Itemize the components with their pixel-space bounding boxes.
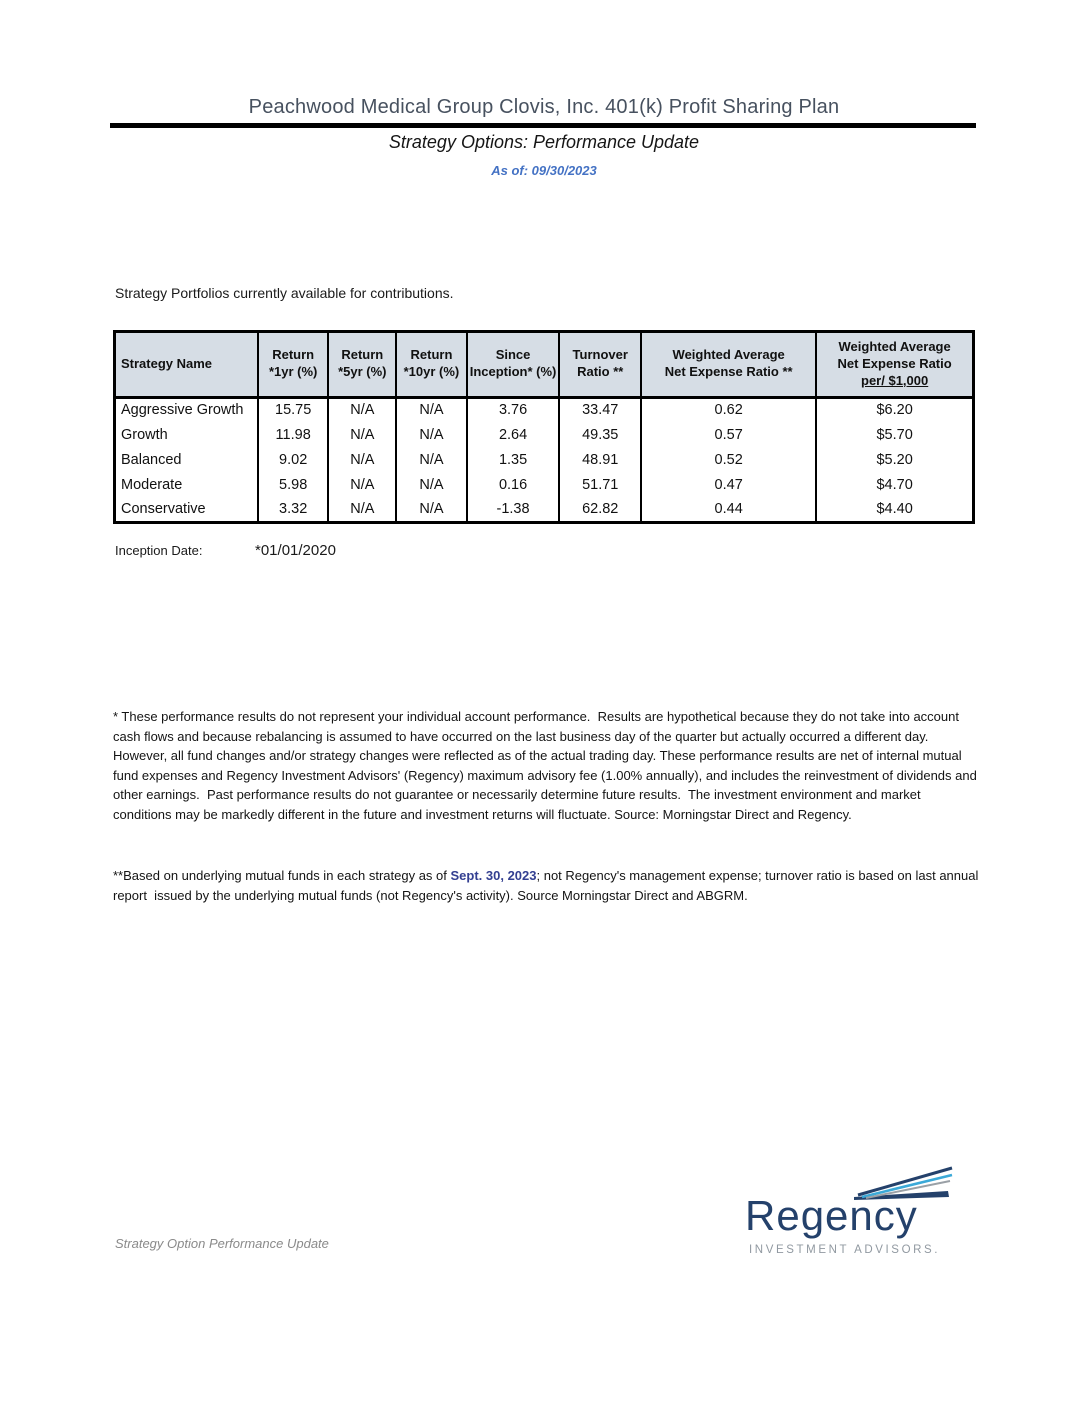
table-row [115, 497, 974, 522]
value-cell: 0.57 [641, 422, 816, 447]
value-cell: N/A [396, 422, 466, 447]
strategy-name-cell: Balanced [115, 447, 258, 472]
value-cell: 9.02 [258, 447, 328, 472]
value-cell: N/A [328, 497, 396, 522]
strategy-name-cell: Growth [115, 422, 258, 447]
value-cell: -1.38 [467, 497, 560, 522]
table-row [115, 472, 974, 497]
column-header: Weighted Average Net Expense Ratio per/ $1,000 [816, 332, 973, 398]
regency-logo [740, 1160, 970, 1260]
value-cell: 11.98 [258, 422, 328, 447]
value-cell: $6.20 [816, 397, 973, 422]
strategy-name-cell: Conservative [115, 497, 258, 522]
footnote-expense-disclaimer [113, 866, 982, 905]
column-header: Strategy Name [115, 332, 258, 398]
value-cell: 33.47 [559, 397, 641, 422]
column-header: Return *5yr (%) [328, 332, 396, 398]
footnote-2-date: Sept. 30, 2023 [450, 868, 537, 883]
value-cell: N/A [328, 472, 396, 497]
strategy-name-cell: Moderate [115, 472, 258, 497]
column-header: Since Inception* (%) [467, 332, 560, 398]
value-cell: 3.76 [467, 397, 560, 422]
table-row [115, 422, 974, 447]
intro-text: Strategy Portfolios currently available for contributions. [115, 285, 454, 301]
value-cell: N/A [328, 447, 396, 472]
value-cell: N/A [396, 447, 466, 472]
column-header: Turnover Ratio ** [559, 332, 641, 398]
value-cell: 49.35 [559, 422, 641, 447]
footer-document-name: Strategy Option Performance Update [115, 1236, 329, 1251]
footnote-2-suffix: ; not Regency's management expense; turnover ratio is based on last annual report issued by the underlying mutual funds (not Regency's activity). Source Morningstar Direct and ABGRM. [113, 868, 982, 903]
table-row [115, 447, 974, 472]
value-cell: 62.82 [559, 497, 641, 522]
table-header-row [115, 332, 974, 398]
value-cell: 0.62 [641, 397, 816, 422]
column-header: Return *10yr (%) [396, 332, 466, 398]
table-body [115, 397, 974, 522]
page-title: Peachwood Medical Group Clovis, Inc. 401(k) Profit Sharing Plan [248, 96, 840, 118]
performance-table [113, 330, 975, 524]
page-subtitle: Strategy Options: Performance Update [388, 132, 700, 152]
value-cell: 1.35 [467, 447, 560, 472]
inception-date-row [115, 542, 336, 560]
value-cell: 51.71 [559, 472, 641, 497]
value-cell: 0.52 [641, 447, 816, 472]
value-cell: 0.16 [467, 472, 560, 497]
value-cell: $4.40 [816, 497, 973, 522]
value-cell: 15.75 [258, 397, 328, 422]
strategy-name-cell: Aggressive Growth [115, 397, 258, 422]
value-cell: N/A [328, 422, 396, 447]
value-cell: N/A [328, 397, 396, 422]
header-row [115, 332, 974, 398]
value-cell: 0.44 [641, 497, 816, 522]
logo-tagline: INVESTMENT ADVISORS. [749, 1244, 941, 1256]
value-cell: 3.32 [258, 497, 328, 522]
value-cell: $4.70 [816, 472, 973, 497]
value-cell: 2.64 [467, 422, 560, 447]
footnote-performance-disclaimer: * These performance results do not represent your individual account performance. Results are hypothetical because they do not take into account cash flows and because rebalancing is assumed to have occurred on the last business day of the quarter but actually occurred a different day. However, all fund changes and/or strategy changes were reflected as of the actual trading day. These performance results are net of internal mutual fund expenses and Regency Investment Advisors' (Regency) maximum advisory fee (1.00% annually), and includes the reinvestment of dividends and other earnings. Past performance results do not guarantee or necessarily determine future results. The investment environment and market conditions may be markedly different in the future and investment returns will fluctuate. Source: Morningstar Direct and Regency. [113, 709, 981, 822]
value-cell: 5.98 [258, 472, 328, 497]
column-header: Weighted Average Net Expense Ratio ** [641, 332, 816, 398]
title-divider-rule [110, 123, 976, 128]
logo-wordmark: Regency [745, 1192, 918, 1239]
value-cell: 48.91 [559, 447, 641, 472]
footnote-2-prefix: **Based on underlying mutual funds in each strategy as of [113, 868, 451, 883]
column-header: Return *1yr (%) [258, 332, 328, 398]
inception-date-value: *01/01/2020 [255, 542, 336, 559]
value-cell: N/A [396, 472, 466, 497]
value-cell: N/A [396, 397, 466, 422]
inception-date-label: Inception Date: [115, 543, 203, 558]
value-cell: $5.20 [816, 447, 973, 472]
table-row [115, 397, 974, 422]
as-of-date: As of: 09/30/2023 [491, 163, 597, 178]
value-cell: N/A [396, 497, 466, 522]
value-cell: 0.47 [641, 472, 816, 497]
value-cell: $5.70 [816, 422, 973, 447]
